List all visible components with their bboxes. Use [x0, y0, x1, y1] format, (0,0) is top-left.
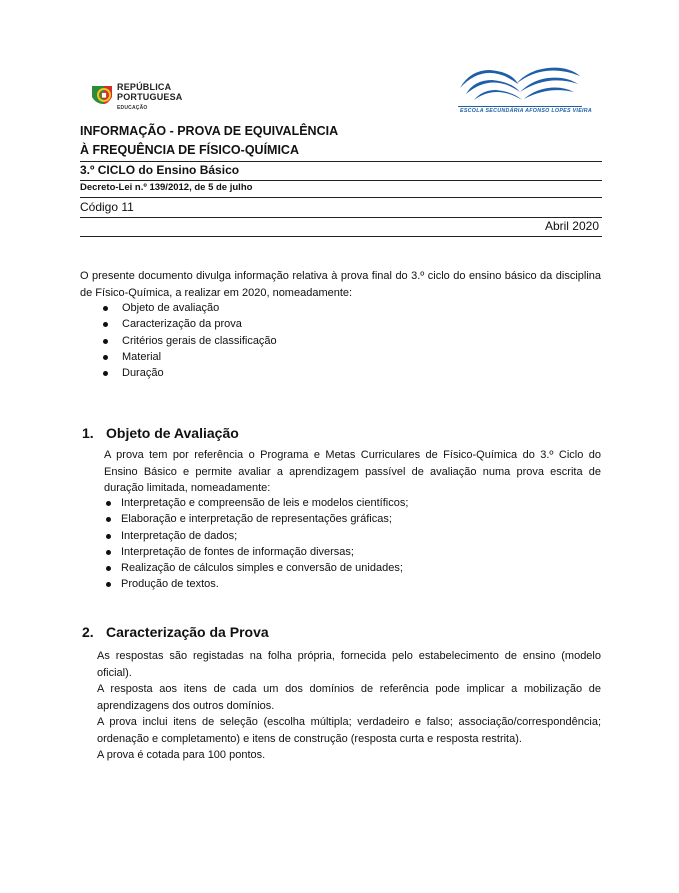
cycle-label: 3.º CICLO do Ensino Básico — [80, 163, 240, 177]
section-heading-objeto — [82, 425, 239, 441]
list-item: Realização de cálculos simples e conversão de unidades; — [105, 560, 408, 576]
section-number: 1. — [82, 425, 94, 441]
doc-title-line2: À FREQUÊNCIA DE FÍSICO-QUÍMICA — [80, 143, 299, 157]
section-2-paragraph: A prova inclui itens de seleção (escolha múltipla; verdadeiro e falso; associação/correspondência; ordenação e completamento) e itens de construção (resposta curta e resposta restrita). — [97, 716, 601, 745]
list-item: Objeto de avaliação — [100, 300, 277, 316]
list-item: Elaboração e interpretação de representações gráficas; — [105, 511, 408, 527]
educacao-text: EDUCAÇÃO — [117, 105, 148, 111]
section-number: 2. — [82, 624, 94, 640]
section-2-paragraph: A prova é cotada para 100 pontos. — [97, 749, 266, 761]
section-heading-caracterizacao — [82, 624, 269, 640]
divider — [80, 197, 602, 198]
section-title: Objeto de Avaliação — [106, 425, 239, 441]
section-title: Caracterização da Prova — [106, 624, 269, 640]
list-item: Interpretação de fontes de informação diversas; — [105, 544, 408, 560]
divider — [80, 217, 602, 218]
intro-list — [100, 300, 277, 381]
list-item: Duração — [100, 365, 277, 381]
section-1-paragraph: A prova tem por referência o Programa e Metas Curriculares de Físico-Química do 3.º Ciclo do Ensino Básico e permite avaliar a aprendizagem passível de avaliação numa prova escrita de duração limitada, nomeadamente: — [104, 449, 601, 494]
divider — [80, 161, 602, 162]
intro-paragraph: O presente documento divulga informação relativa à prova final do 3.º ciclo do ensino básico da disciplina de Físico-Química, a realizar em 2020, nomeadamente: — [80, 270, 601, 299]
doc-title-line1: INFORMAÇÃO - PROVA DE EQUIVALÊNCIA — [80, 124, 339, 138]
school-logo — [456, 62, 593, 122]
list-item: Caracterização da prova — [100, 316, 277, 332]
divider — [80, 236, 602, 237]
section-2-paragraph: A resposta aos itens de cada um dos domínios de referência pode implicar a mobilização de aprendizagens dos outros domínios. — [97, 683, 601, 712]
section-1-list — [105, 495, 408, 593]
coat-of-arms-icon — [90, 83, 114, 107]
list-item: Material — [100, 349, 277, 365]
republica-portuguesa-logo — [90, 83, 200, 115]
list-item: Interpretação de dados; — [105, 528, 408, 544]
divider — [80, 180, 602, 181]
school-name-text: ESCOLA SECUNDÁRIA AFONSO LOPES VIEIRA — [460, 108, 593, 114]
list-item: Produção de textos. — [105, 576, 408, 592]
section-2-paragraph: As respostas são registadas na folha própria, fornecida pelo estabelecimento de ensino (modelo oficial). — [97, 650, 601, 679]
code-label: Código 11 — [80, 200, 134, 214]
date-label: Abril 2020 — [544, 219, 599, 233]
list-item: Interpretação e compreensão de leis e modelos científicos; — [105, 495, 408, 511]
list-item: Critérios gerais de classificação — [100, 333, 277, 349]
decree-label: Decreto-Lei n.º 139/2012, de 5 de julho — [80, 182, 253, 193]
republica-text: REPÚBLICA PORTUGUESA — [117, 82, 183, 102]
